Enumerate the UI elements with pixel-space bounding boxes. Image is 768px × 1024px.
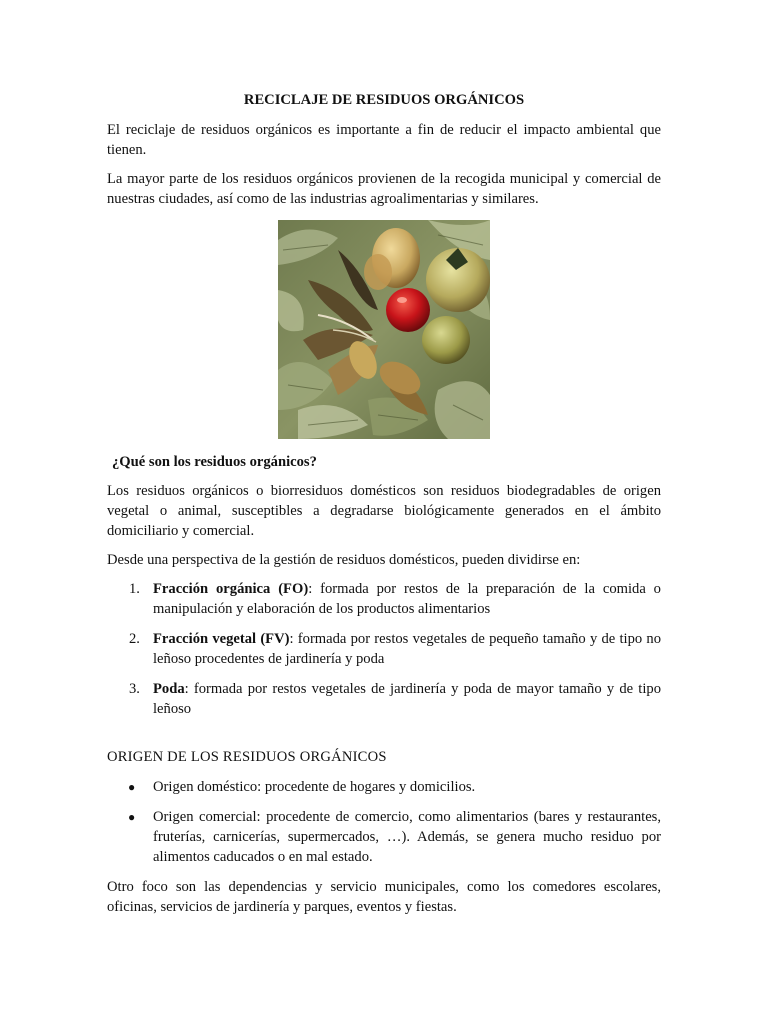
- list-text: Origen doméstico: procedente de hogares y domicilios.: [153, 779, 476, 795]
- list-term: Fracción vegetal (FV): [153, 631, 290, 647]
- list-item: [107, 679, 661, 719]
- question-heading: ¿Qué son los residuos orgánicos?: [112, 454, 317, 470]
- list-text: : formada por restos de la preparación de la comida o manipulación y elaboración de los productos alimentarios: [153, 581, 661, 617]
- organic-waste-photo: [278, 220, 490, 439]
- closing-paragraph: Otro foco son las dependencias y servicio municipales, como los comedores escolares, oficinas, servicios de jardinería y parques, eventos y fiestas.: [107, 879, 661, 915]
- origin-list: [107, 777, 661, 867]
- list-number: 3.: [129, 681, 140, 697]
- section-heading: ORIGEN DE LOS RESIDUOS ORGÁNICOS: [107, 749, 387, 765]
- intro-paragraph-2: La mayor parte de los residuos orgánicos provienen de la recogida municipal y comercial de nuestras ciudades, así como de las industrias agroalimentarias y similares.: [107, 171, 661, 207]
- list-text: : formada por restos vegetales de pequeño tamaño y de tipo no leñoso procedentes de jardinería y poda: [153, 631, 661, 667]
- definition-paragraph: Los residuos orgánicos o biorresiduos domésticos son residuos biodegradables de origen vegetal o animal, susceptibles a degradarse biológicamente generados en el ámbito domiciliario y comercial.: [107, 483, 661, 539]
- list-number: 2.: [129, 631, 140, 647]
- list-term: Poda: [153, 681, 185, 697]
- list-term: Fracción orgánica (FO): [153, 581, 309, 597]
- bullet-icon: ●: [128, 810, 136, 824]
- list-item: [107, 629, 661, 669]
- document-page: [107, 90, 661, 926]
- list-text: Origen comercial: procedente de comercio, como alimentarios (bares y restaurantes, fruterías, carnicerías, supermercados, …). Además, se genera mucho residuo por alimentos caducados o en mal estado.: [153, 809, 661, 865]
- division-intro-paragraph: Desde una perspectiva de la gestión de residuos domésticos, pueden dividirse en:: [107, 552, 581, 568]
- page-title: RECICLAJE DE RESIDUOS ORGÁNICOS: [243, 92, 525, 108]
- list-item: [107, 579, 661, 619]
- list-text: : formada por restos vegetales de jardinería y poda de mayor tamaño y de tipo leñoso: [153, 681, 661, 717]
- list-item: [107, 777, 661, 797]
- bullet-icon: ●: [128, 780, 136, 794]
- fraction-list: [107, 579, 661, 719]
- list-number: 1.: [129, 581, 140, 597]
- list-item: [107, 807, 661, 867]
- intro-paragraph-1: El reciclaje de residuos orgánicos es importante a fin de reducir el impacto ambiental que tienen.: [107, 122, 661, 158]
